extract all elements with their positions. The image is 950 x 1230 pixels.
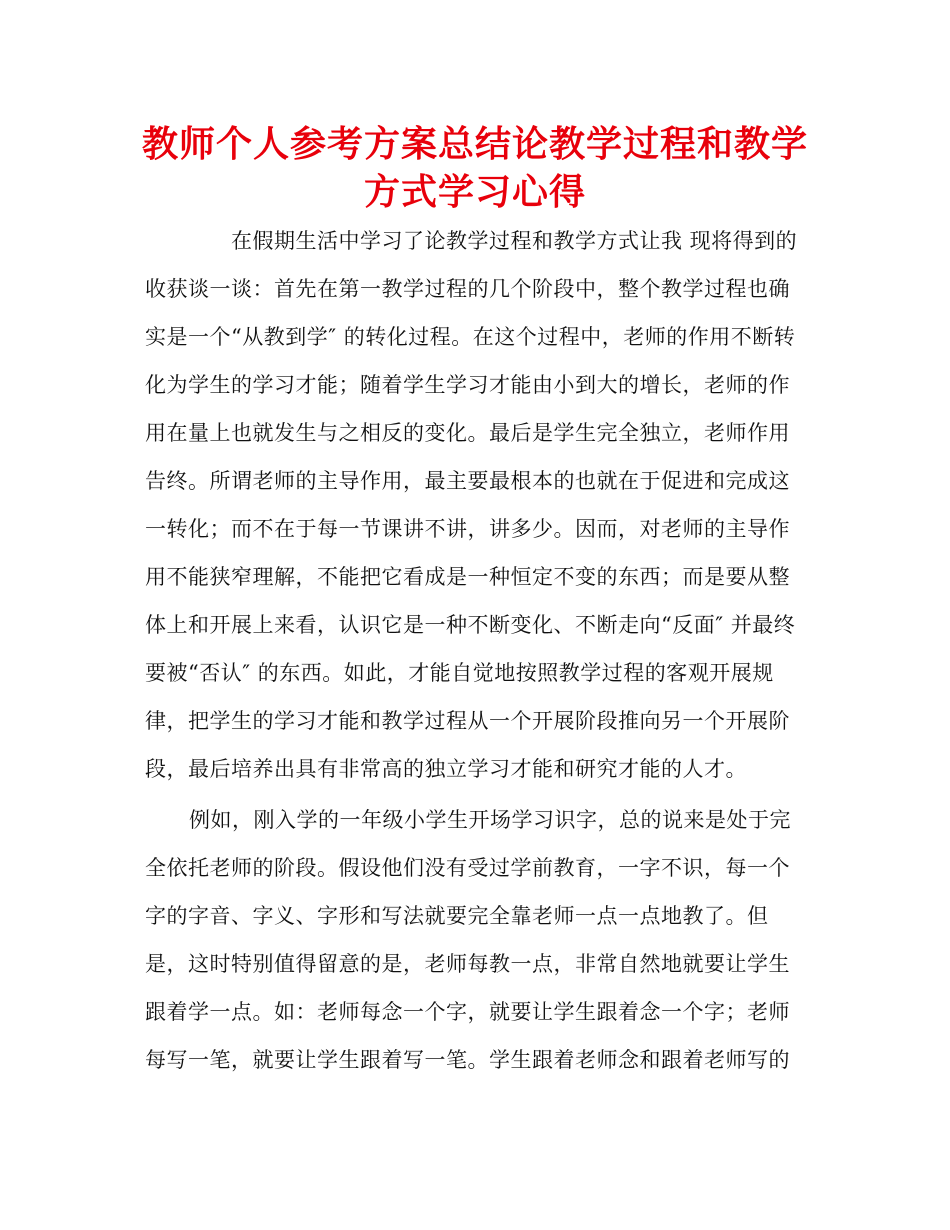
body-line: 体上和开展上来看，认识它是一种不断变化、不断走向“反面″ 并最终 [145, 613, 796, 637]
body-line: 例如，刚入学的一年级小学生开场学习识字，总的说来是处于完 [189, 808, 791, 832]
body-line: 用在量上也就发生与之相反的变化。最后是学生完全独立，老师作用 [145, 421, 790, 445]
body-line: 用不能狭窄理解，不能把它看成是一种恒定不变的东西；而是要从整 [145, 565, 790, 589]
body-line: 段，最后培养出具有非常高的独立学习才能和研究才能的人才。 [145, 757, 747, 781]
body-line: 在假期生活中学习了论教学过程和教学方式让我 现将得到的 [231, 229, 798, 253]
body-line: 一转化；而不在于每一节课讲不讲，讲多少。因而，对老师的主导作 [145, 517, 790, 541]
document-title-line-1: 教师个人参考方案总结论教学过程和教学 [141, 124, 808, 165]
body-line: 字的字音、字义、字形和写法就要完全靠老师一点一点地教了。但 [145, 904, 769, 928]
body-line: 实是一个“从教到学″ 的转化过程。在这个过程中，老师的作用不断转 [145, 325, 796, 349]
body-line: 跟着学一点。如：老师每念一个字，就要让学生跟着念一个字；老师 [145, 1000, 790, 1024]
body-line: 律，把学生的学习才能和教学过程从一个开展阶段推向另一个开展阶 [145, 709, 790, 733]
document-title-line-2: 方式学习心得 [363, 172, 586, 213]
body-line: 是，这时特别值得留意的是，老师每教一点，非常自然地就要让学生 [145, 952, 790, 976]
body-line: 收获谈一谈：首先在第一教学过程的几个阶段中，整个教学过程也确 [145, 277, 790, 301]
body-line: 每写一笔，就要让学生跟着写一笔。学生跟着老师念和跟着老师写的 [145, 1048, 790, 1072]
body-line: 要被“否认″ 的东西。如此，才能自觉地按照教学过程的客观开展规 [145, 661, 774, 685]
body-line: 告终。所谓老师的主导作用，最主要最根本的也就在于促进和完成这 [145, 469, 790, 493]
body-line: 化为学生的学习才能；随着学生学习才能由小到大的增长，老师的作 [145, 373, 790, 397]
body-line: 全依托老师的阶段。假设他们没有受过学前教育，一字不识，每一个 [145, 856, 790, 880]
